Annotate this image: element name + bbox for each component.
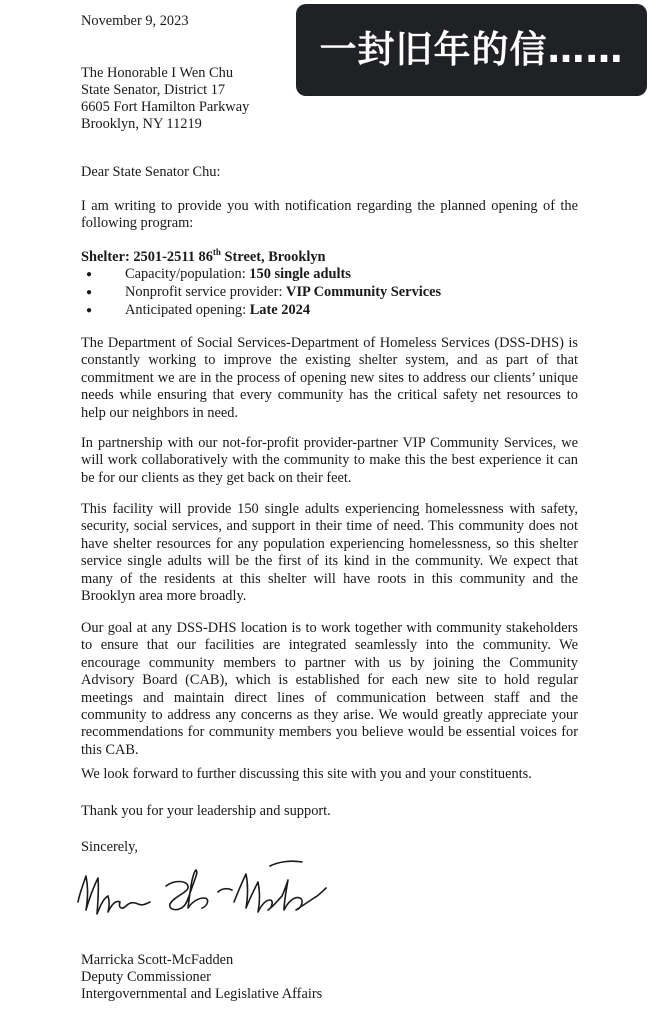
- shelter-heading-ordinal: th: [212, 247, 221, 258]
- address-line-2: State Senator, District 17: [81, 82, 226, 98]
- provider-label: Nonprofit service provider:: [125, 284, 287, 300]
- provider-value: VIP Community Services: [286, 284, 442, 300]
- opening-label: Anticipated opening:: [125, 302, 250, 318]
- bullet-icon: ●: [86, 287, 93, 298]
- shelter-item-provider: [125, 284, 441, 301]
- address-line-1: The Honorable I Wen Chu: [81, 65, 234, 81]
- intro-paragraph: I am writing to provide you with notification regarding the planned opening of the following program:: [81, 198, 578, 232]
- address-line-4: Brooklyn, NY 11219: [81, 116, 202, 132]
- bullet-icon: ●: [86, 305, 93, 316]
- shelter-heading: [81, 249, 326, 266]
- body-paragraph-3: This facility will provide 150 single adults experiencing homelessness with safety, security, social services, and support in their time of need. This community does not have shelter resources for any population experiencing homelessness, so this shelter service single adults will be the first of its kind in the community. We expect that many of the residents at this shelter will have roots in this community and the Brooklyn area more broadly.: [81, 501, 578, 605]
- salutation: Dear State Senator Chu:: [81, 164, 221, 180]
- capacity-label: Capacity/population:: [125, 266, 250, 282]
- opening-value: Late 2024: [249, 302, 311, 318]
- shelter-heading-rest: Street, Brooklyn: [220, 249, 326, 265]
- valediction: Sincerely,: [81, 839, 139, 855]
- address-line-3: 6605 Fort Hamilton Parkway: [81, 99, 250, 115]
- caption-overlay: 一封旧年的信……: [296, 4, 647, 96]
- shelter-item-opening: [125, 302, 310, 319]
- signatory-department: Intergovernmental and Legislative Affairs: [81, 986, 323, 1002]
- signatory-title: Deputy Commissioner: [81, 969, 211, 985]
- body-paragraph-2: In partnership with our not-for-profit provider-partner VIP Community Services, we will work collaboratively with the community to make this the best experience it can be for our clients as they get back on their feet.: [81, 435, 578, 486]
- closing-line-2: Thank you for your leadership and support.: [81, 803, 331, 819]
- letter-date: November 9, 2023: [81, 13, 189, 29]
- body-paragraph-1: The Department of Social Services-Department of Homeless Services (DSS-DHS) is constantly working to improve the existing shelter system, and as part of that commitment we are in the process of opening new sites to address our clients’ unique needs while ensuring that every community has the critical safety net resources to help our neighbors in need.: [81, 335, 578, 421]
- capacity-value: 150 single adults: [249, 266, 351, 282]
- signatory-name: Marricka Scott-McFadden: [81, 952, 234, 968]
- body-paragraph-4: Our goal at any DSS-DHS location is to work together with community stakeholders to ensure that our facilities are integrated seamlessly into the community. We encourage community members to partner with us by joining the Community Advisory Board (CAB), which is established for each new site to hold regular meetings and maintain direct lines of communication between staff and the community to address any concerns as they arise. We would greatly appreciate your recommendations for community members you believe would be essential voices for this CAB.: [81, 620, 578, 758]
- shelter-heading-main: Shelter: 2501-2511 86: [81, 249, 213, 265]
- handwritten-signature: [70, 852, 335, 934]
- shelter-item-capacity: [125, 266, 351, 283]
- closing-line-1: We look forward to further discussing this site with you and your constituents.: [81, 766, 532, 782]
- bullet-icon: ●: [86, 269, 93, 280]
